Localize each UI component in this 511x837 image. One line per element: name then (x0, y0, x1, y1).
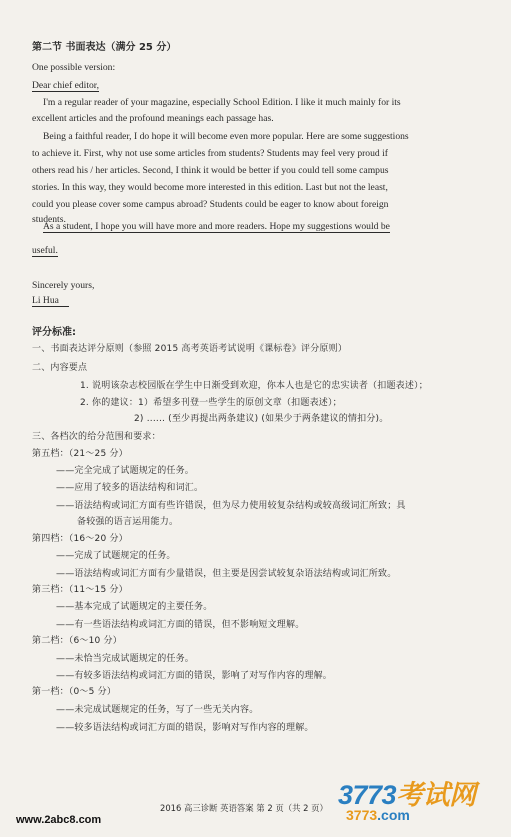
letter-line-underlined: useful. (32, 245, 58, 256)
letter-salutation: Dear chief editor, (32, 80, 100, 91)
grade-criterion: ——语法结构或词汇方面有些许错误，但为尽力使用较复杂结构或较高级词汇所致；具 (56, 501, 406, 511)
grade-criterion: ——语法结构或词汇方面有少量错误，但主要是因尝试较复杂语法结构或词汇所致。 (56, 569, 397, 579)
logo-number: 3773 (338, 780, 397, 810)
letter-line-underlined: As a student, I hope you will have more and more readers. Hope my suggestions would be (43, 221, 390, 232)
grade-heading: 第四档：（16～20 分） (32, 534, 128, 544)
grade-criterion: ——基本完成了试题规定的主要任务。 (56, 602, 213, 612)
letter-signature: Li Hua (32, 295, 69, 307)
grade-criterion: ——完全完成了试题规定的任务。 (56, 466, 195, 476)
letter-line: stories. In this way, they would become more interested in this edition. Last but not the least, (32, 182, 388, 193)
scoring-item: 一、书面表达评分原则（参照 2015 高考英语考试说明《课标卷》评分原则） (32, 344, 348, 354)
url-number: 3773 (346, 807, 378, 823)
scoring-item: 三、各档次的给分范围和要求： (32, 432, 161, 442)
page-footer: 2016 高三诊断 英语答案 第 2 页（共 2 页） (160, 803, 328, 813)
letter-intro: One possible version: (32, 62, 116, 73)
watermark-left: www.2abc8.com (16, 814, 102, 826)
grade-heading: 第二档：（6～10 分） (32, 636, 122, 646)
letter-line: Being a faithful reader, I do hope it will become even more popular. Here are some suggestions (43, 131, 409, 142)
letter-closing: Sincerely yours, (32, 280, 95, 291)
grade-criterion: ——未完成试题规定的任务，写了一些无关内容。 (56, 705, 259, 715)
letter-line: others read his / her articles. Second, I think it would be better if you could tell some campus (32, 165, 389, 176)
scoring-item: 2. 你的建议：1）希望多刊登一些学生的原创文章（扣题表述）； (80, 398, 342, 408)
scoring-item: 1. 说明该杂志校园版在学生中日渐受到欢迎，你本人也是它的忠实读者（扣题表述）； (80, 381, 428, 391)
scoring-title: 评分标准: (32, 327, 76, 338)
letter-line: could you please cover some campus abroad? Students could be eager to know about foreign (32, 199, 389, 210)
grade-heading: 第五档：（21～25 分） (32, 449, 128, 459)
letter-line: I'm a regular reader of your magazine, especially School Edition. I like it much mainly for its (43, 97, 401, 108)
letter-line: excellent articles and the profound meanings each passage has. (32, 113, 274, 124)
section-title: 第二节 书面表达（满分 25 分） (32, 42, 177, 53)
watermark-logo (338, 773, 508, 833)
logo-word: 考试网 (396, 780, 476, 810)
scoring-item: 二、内容要点 (32, 363, 88, 373)
letter-line: to achieve it. First, why not use some articles from students? Students may feel very proud if (32, 148, 388, 159)
url-tld: .com (377, 807, 410, 823)
watermark-url (346, 807, 410, 823)
grade-heading: 第一档：（0～5 分） (32, 687, 117, 697)
grade-criterion: ——有较多语法结构或词汇方面的错误，影响了对写作内容的理解。 (56, 671, 333, 681)
grade-criterion: ——应用了较多的语法结构和词汇。 (56, 483, 204, 493)
letter-line: students. (32, 214, 66, 225)
grade-heading: 第三档：（11～15 分） (32, 585, 128, 595)
scoring-item: 2) ...... (至少再提出两条建议) (如果少于两条建议的情扣分)。 (134, 414, 389, 424)
grade-criterion: ——有一些语法结构或词汇方面的错误，但不影响短文理解。 (56, 620, 305, 630)
grade-criterion: ——较多语法结构或词汇方面的错误，影响对写作内容的理解。 (56, 723, 314, 733)
grade-criterion: ——未恰当完成试题规定的任务。 (56, 654, 195, 664)
grade-criterion: ——完成了试题规定的任务。 (56, 551, 176, 561)
grade-criterion: 备较强的语言运用能力。 (77, 517, 179, 527)
